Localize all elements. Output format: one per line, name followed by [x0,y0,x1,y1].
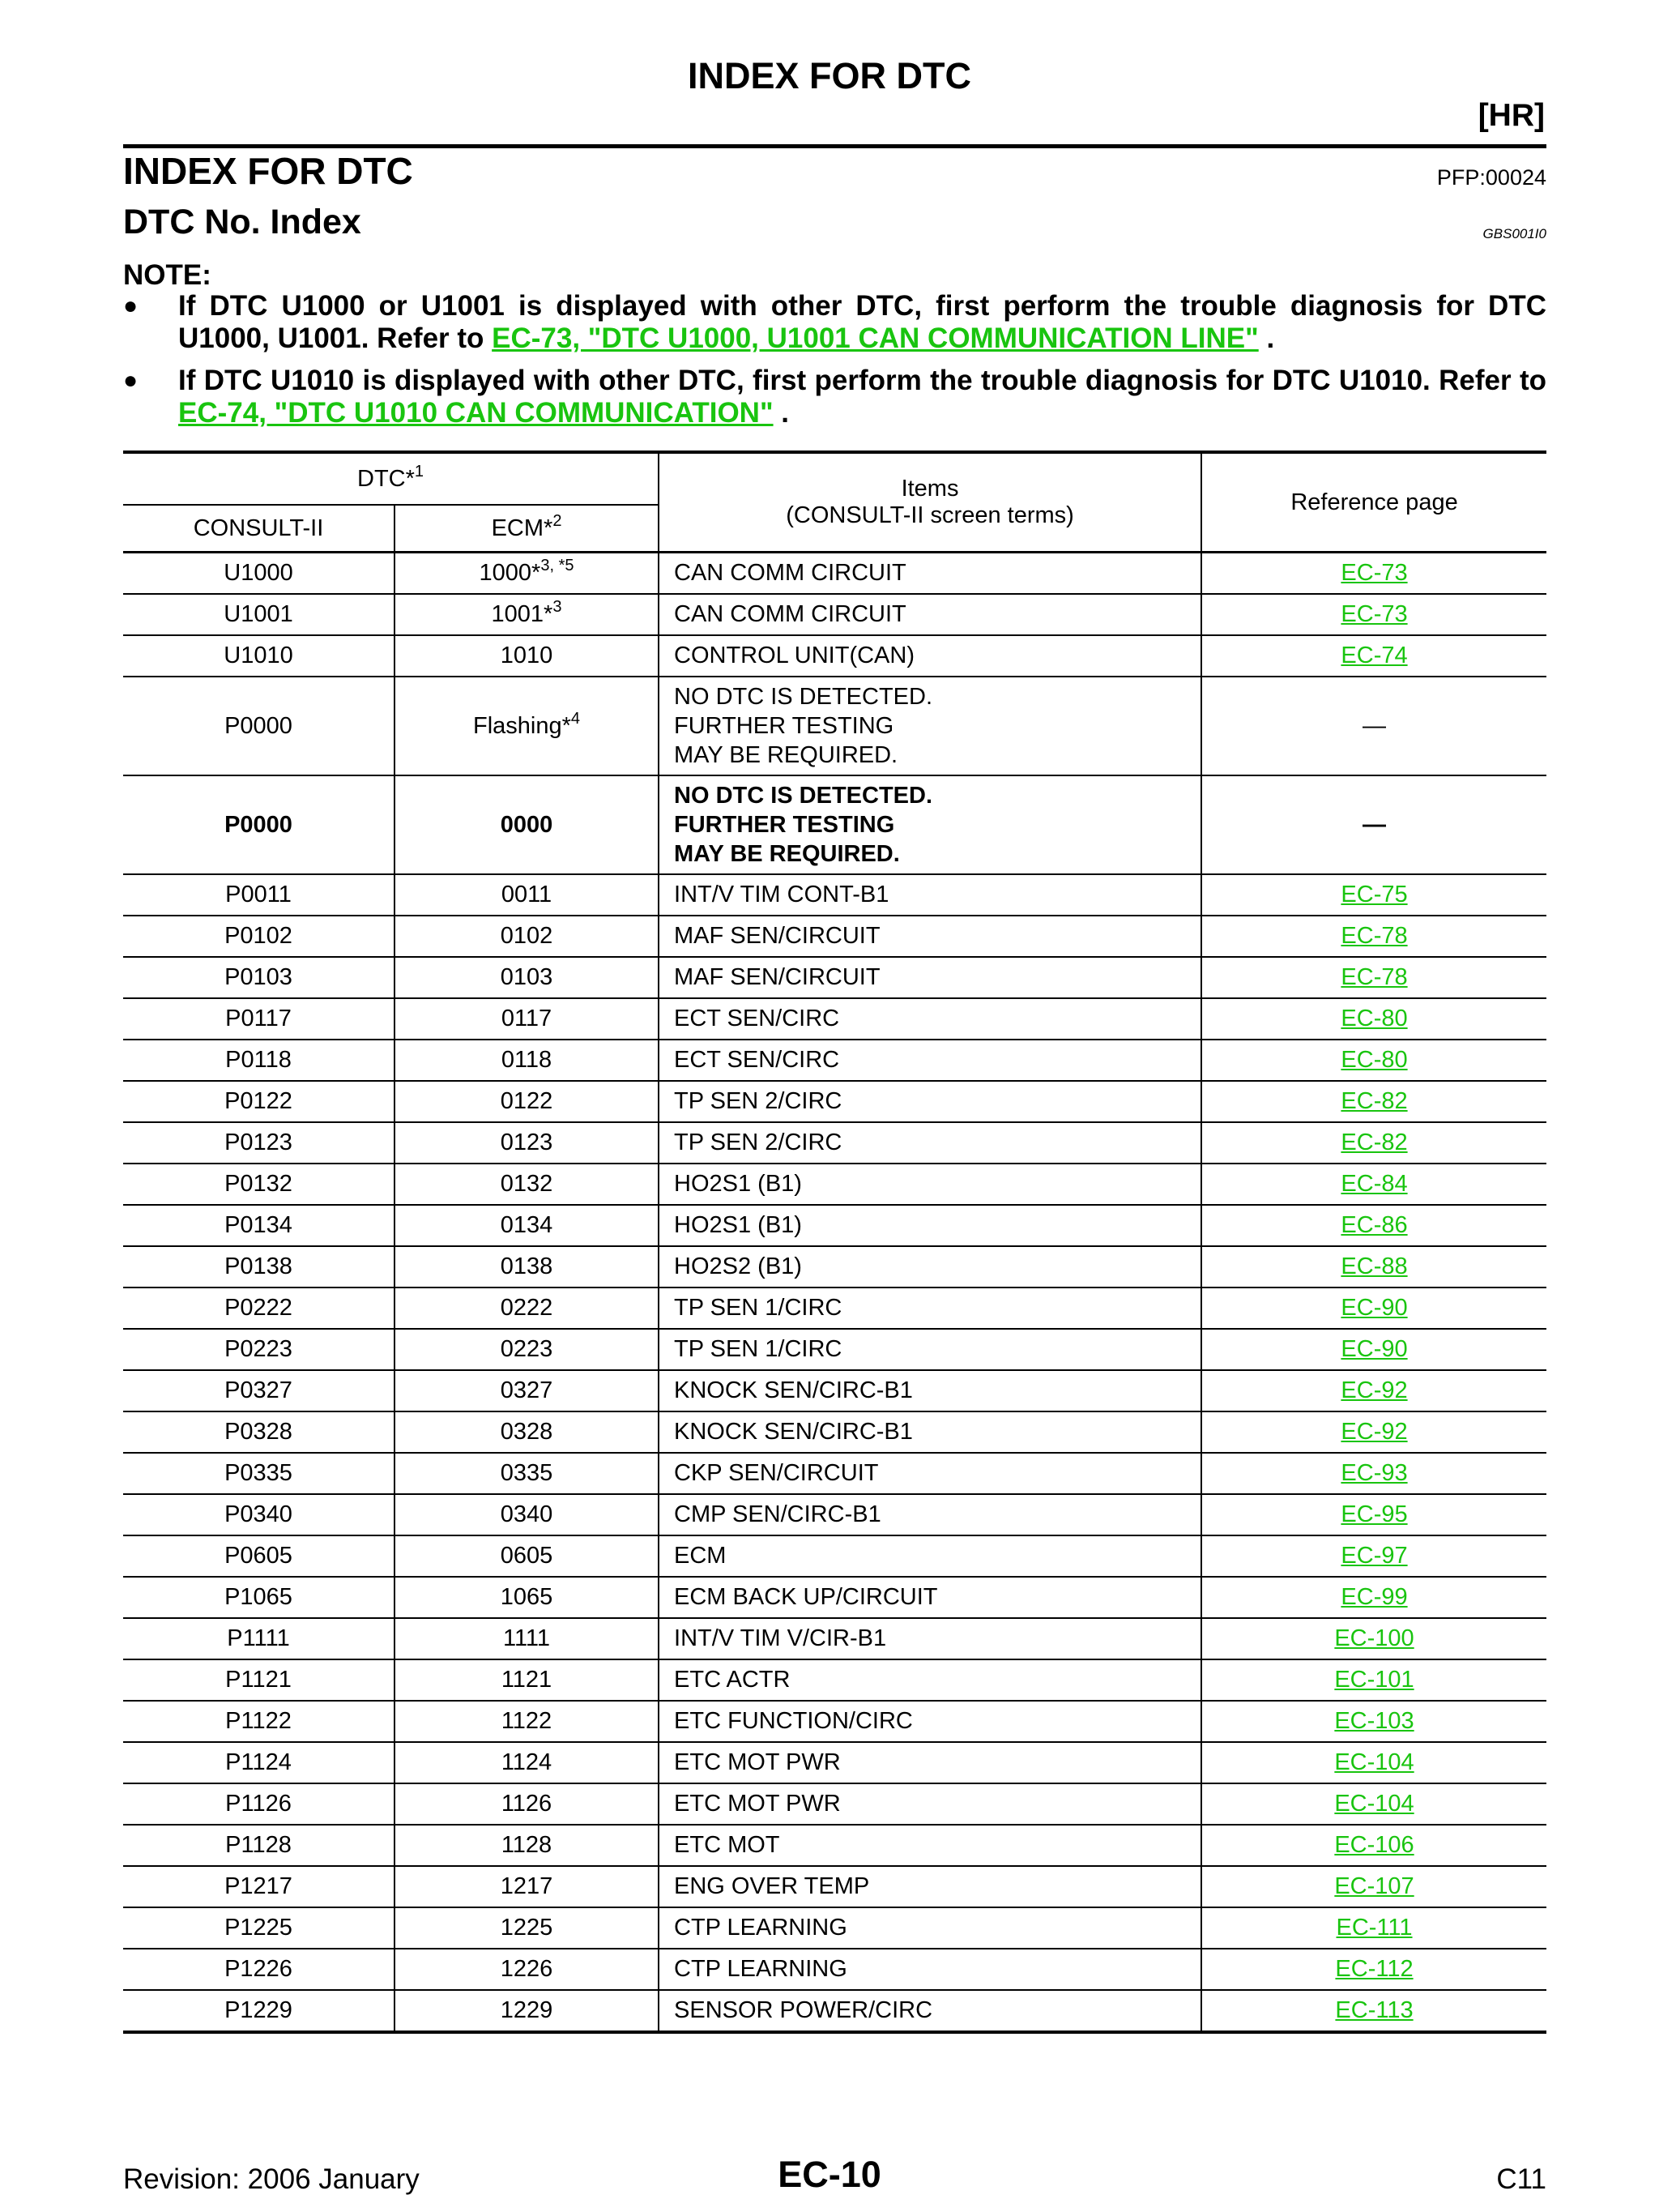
note-link[interactable]: EC-74, "DTC U1010 CAN COMMUNICATION" [178,397,774,429]
ecm-code: 1000*$^{3, *5}$ [394,553,659,595]
ecm-code: 1124 [394,1742,659,1783]
table-row [123,775,1546,874]
subsection-title: DTC No. Index [123,203,361,241]
table-row [123,1618,1546,1659]
item-description: MAF SEN/CIRCUIT [659,916,1201,957]
consult-code: U1001 [123,594,394,635]
consult-code: P0000 [123,775,394,874]
table-row [123,1370,1546,1411]
document-code: GBS001I0 [1482,226,1546,241]
reference-cell [1201,998,1546,1040]
ecm-code: Flashing*$^4$ [394,677,659,775]
ecm-code: 0118 [394,1040,659,1081]
item-description: ECT SEN/CIRC [659,998,1201,1040]
item-description: CTP LEARNING [659,1949,1201,1990]
reference-cell [1201,1246,1546,1287]
reference-link[interactable]: EC-90 [1341,1336,1408,1362]
item-description: CAN COMM CIRCUIT [659,553,1201,595]
ecm-code: 0103 [394,957,659,998]
table-row [123,1287,1546,1329]
ecm-code: 1001*$^3$ [394,594,659,635]
item-description: ECT SEN/CIRC [659,1040,1201,1081]
ecm-code: 1111 [394,1618,659,1659]
item-description: TP SEN 1/CIRC [659,1329,1201,1370]
dtc-header: DTC*$^1$ [123,452,659,505]
reference-link[interactable]: EC-80 [1341,1006,1408,1031]
ecm-code: 0123 [394,1122,659,1164]
item-description: HO2S1 (B1) [659,1164,1201,1205]
ecm-code: 0134 [394,1205,659,1246]
item-description: ECM BACK UP/CIRCUIT [659,1577,1201,1618]
reference-link[interactable]: EC-100 [1334,1625,1414,1651]
consult-code: P0327 [123,1370,394,1411]
note-end: . [773,397,790,429]
ecm-header: ECM*$^2$ [394,505,659,553]
ecm-code: 1121 [394,1659,659,1701]
table-row [123,1081,1546,1122]
consult-code: P0605 [123,1535,394,1577]
reference-link[interactable]: EC-101 [1334,1667,1414,1693]
consult-code: P0117 [123,998,394,1040]
note-text: If DTC U1000 or U1001 is displayed with other DTC, first perform the trouble diagnosis for DTC U1000, U1001. Refer to [178,290,1546,354]
consult-code: P0132 [123,1164,394,1205]
consult-code: P0000 [123,677,394,775]
reference-cell [1201,1949,1546,1990]
table-row [123,916,1546,957]
ecm-code: 0340 [394,1494,659,1535]
table-row [123,1494,1546,1535]
item-description: KNOCK SEN/CIRC-B1 [659,1411,1201,1453]
reference-link[interactable]: EC-73 [1341,601,1408,627]
reference-link[interactable]: EC-92 [1341,1377,1408,1403]
item-description: ETC MOT PWR [659,1783,1201,1825]
table-row [123,1949,1546,1990]
reference-cell [1201,1453,1546,1494]
item-description: ETC MOT [659,1825,1201,1866]
table-row [123,1659,1546,1701]
table-row [123,553,1546,595]
ecm-code: 1010 [394,635,659,677]
consult-code: P0102 [123,916,394,957]
item-description: ETC ACTR [659,1659,1201,1701]
reference-page: — [1201,775,1546,874]
item-description: CMP SEN/CIRC-B1 [659,1494,1201,1535]
consult-code: P0138 [123,1246,394,1287]
reference-cell [1201,1494,1546,1535]
footer-page-number: EC-10 [778,2154,881,2195]
reference-cell [1201,1329,1546,1370]
item-description: NO DTC IS DETECTED. FURTHER TESTING MAY BE REQUIRED. [659,677,1201,775]
table-row [123,1990,1546,2032]
reference-cell [1201,1411,1546,1453]
ecm-code: 1217 [394,1866,659,1907]
ecm-code: 0605 [394,1535,659,1577]
item-description: CKP SEN/CIRCUIT [659,1453,1201,1494]
ecm-code: 0223 [394,1329,659,1370]
table-row [123,677,1546,775]
footer-revision: Revision: 2006 January [123,2163,420,2195]
reference-link[interactable]: EC-112 [1335,1956,1414,1982]
reference-link[interactable]: EC-86 [1341,1212,1408,1238]
ecm-code: 0132 [394,1164,659,1205]
table-row [123,1329,1546,1370]
ecm-code: 0011 [394,874,659,916]
consult-code: P1217 [123,1866,394,1907]
consult-code: P1122 [123,1701,394,1742]
table-row [123,957,1546,998]
ecm-code: 0222 [394,1287,659,1329]
reference-cell [1201,1742,1546,1783]
reference-cell [1201,1990,1546,2032]
reference-cell [1201,1535,1546,1577]
reference-cell [1201,553,1546,595]
ecm-code: 0117 [394,998,659,1040]
table-row [123,1783,1546,1825]
reference-link[interactable]: EC-99 [1341,1584,1408,1610]
item-description: INT/V TIM V/CIR-B1 [659,1618,1201,1659]
note-end: . [1258,322,1275,354]
section-title: INDEX FOR DTC [123,150,413,192]
consult-code: P0011 [123,874,394,916]
consult-code: P1111 [123,1618,394,1659]
pfp-code: PFP:00024 [1436,165,1546,190]
table-row [123,1122,1546,1164]
table-row [123,1701,1546,1742]
item-description: TP SEN 1/CIRC [659,1287,1201,1329]
ecm-code: 0328 [394,1411,659,1453]
reference-page: — [1201,677,1546,775]
reference-link[interactable]: EC-107 [1334,1873,1414,1899]
table-row [123,1246,1546,1287]
item-description: KNOCK SEN/CIRC-B1 [659,1370,1201,1411]
reference-link[interactable]: EC-106 [1334,1832,1414,1858]
ecm-code: 0327 [394,1370,659,1411]
ecm-code: 1126 [394,1783,659,1825]
reference-cell [1201,1701,1546,1742]
item-description: NO DTC IS DETECTED. FURTHER TESTING MAY BE REQUIRED. [659,775,1201,874]
consult-header: CONSULT-II [123,505,394,553]
consult-code: P1121 [123,1659,394,1701]
note-item [123,365,1546,429]
reference-link[interactable]: EC-97 [1341,1543,1408,1569]
reference-link[interactable]: EC-78 [1341,923,1408,949]
table-row [123,1535,1546,1577]
consult-code: P1225 [123,1907,394,1949]
consult-code: P1065 [123,1577,394,1618]
item-description: HO2S2 (B1) [659,1246,1201,1287]
note-text: If DTC U1010 is displayed with other DTC, first perform the trouble diagnosis for DTC U1010. Refer to [178,365,1546,396]
item-description: SENSOR POWER/CIRC [659,1990,1201,2032]
table-row [123,1205,1546,1246]
reference-cell [1201,874,1546,916]
table-row [123,1825,1546,1866]
consult-code: P0222 [123,1287,394,1329]
footer-code: C11 [1496,2163,1546,2195]
table-row [123,594,1546,635]
reference-cell [1201,916,1546,957]
table-row [123,1742,1546,1783]
reference-cell [1201,1659,1546,1701]
item-description: ETC MOT PWR [659,1742,1201,1783]
ecm-code: 1122 [394,1701,659,1742]
reference-cell [1201,594,1546,635]
reference-cell [1201,1866,1546,1907]
item-description: ECM [659,1535,1201,1577]
item-description: CAN COMM CIRCUIT [659,594,1201,635]
bullet-icon: ● [123,367,139,394]
table-row [123,1040,1546,1081]
consult-code: P0118 [123,1040,394,1081]
item-description: HO2S1 (B1) [659,1205,1201,1246]
item-description: INT/V TIM CONT-B1 [659,874,1201,916]
reference-cell [1201,635,1546,677]
item-description: CONTROL UNIT(CAN) [659,635,1201,677]
item-description: ETC FUNCTION/CIRC [659,1701,1201,1742]
consult-code: P1124 [123,1742,394,1783]
reference-cell [1201,1081,1546,1122]
page-header-title: INDEX FOR DTC [687,55,971,96]
consult-code: U1010 [123,635,394,677]
dtc-index-table [123,451,1546,2034]
table-row [123,635,1546,677]
header-rule [123,144,1546,148]
items-header: Items (CONSULT-II screen terms) [659,452,1201,553]
ecm-code: 0000 [394,775,659,874]
consult-code: P0335 [123,1453,394,1494]
note-item [123,290,1546,355]
ecm-code: 1128 [394,1825,659,1866]
reference-cell [1201,1040,1546,1081]
item-description: TP SEN 2/CIRC [659,1081,1201,1122]
ecm-code: 0102 [394,916,659,957]
reference-link[interactable]: EC-113 [1335,1997,1414,2023]
model-tag: [HR] [1478,98,1545,133]
ecm-code: 1229 [394,1990,659,2032]
reference-link[interactable]: EC-82 [1341,1088,1408,1114]
note-list [123,290,1546,439]
consult-code: P0223 [123,1329,394,1370]
item-description: TP SEN 2/CIRC [659,1122,1201,1164]
reference-link[interactable]: EC-88 [1341,1253,1408,1279]
consult-code: P0328 [123,1411,394,1453]
reference-link[interactable]: EC-75 [1341,882,1408,907]
table-row [123,1411,1546,1453]
reference-link[interactable]: EC-90 [1341,1295,1408,1321]
reference-cell [1201,1122,1546,1164]
reference-link[interactable]: EC-82 [1341,1129,1408,1155]
note-label: NOTE: [123,259,211,291]
table-row [123,1866,1546,1907]
reference-cell [1201,1618,1546,1659]
bullet-icon: ● [123,293,139,319]
table-row [123,1577,1546,1618]
reference-link[interactable]: EC-93 [1341,1460,1408,1486]
reference-cell [1201,1907,1546,1949]
reference-link[interactable]: EC-84 [1341,1171,1408,1197]
consult-code: U1000 [123,553,394,595]
table-row [123,1453,1546,1494]
reference-link[interactable]: EC-95 [1341,1501,1408,1527]
reference-header: Reference page [1201,452,1546,553]
reference-link[interactable]: EC-78 [1341,964,1408,990]
footnote-marker: 3 [552,598,562,616]
reference-link[interactable]: EC-80 [1341,1047,1408,1073]
item-description: MAF SEN/CIRCUIT [659,957,1201,998]
footnote-marker: 4 [570,709,581,728]
reference-cell [1201,957,1546,998]
consult-code: P0340 [123,1494,394,1535]
reference-link[interactable]: EC-103 [1334,1708,1414,1734]
item-description: CTP LEARNING [659,1907,1201,1949]
reference-link[interactable]: EC-104 [1334,1791,1414,1817]
reference-cell [1201,1287,1546,1329]
ecm-code: 1226 [394,1949,659,1990]
consult-code: P0122 [123,1081,394,1122]
reference-cell [1201,1825,1546,1866]
consult-code: P1229 [123,1990,394,2032]
reference-link[interactable]: EC-73 [1341,560,1408,586]
reference-link[interactable]: EC-74 [1341,643,1408,668]
ecm-code: 0138 [394,1246,659,1287]
reference-cell [1201,1577,1546,1618]
table-row [123,1164,1546,1205]
reference-link[interactable]: EC-104 [1334,1749,1414,1775]
table-row [123,1907,1546,1949]
reference-cell [1201,1370,1546,1411]
item-description: ENG OVER TEMP [659,1866,1201,1907]
table-row [123,998,1546,1040]
ecm-code: 0335 [394,1453,659,1494]
ecm-code: 0122 [394,1081,659,1122]
consult-code: P1226 [123,1949,394,1990]
consult-code: P1128 [123,1825,394,1866]
consult-code: P0134 [123,1205,394,1246]
consult-code: P0103 [123,957,394,998]
ecm-code: 1225 [394,1907,659,1949]
note-link[interactable]: EC-73, "DTC U1000, U1001 CAN COMMUNICATION LINE" [492,322,1259,354]
dtc-table-body [123,553,1546,2033]
reference-link[interactable]: EC-111 [1336,1915,1413,1941]
reference-cell [1201,1205,1546,1246]
reference-cell [1201,1783,1546,1825]
ecm-code: 1065 [394,1577,659,1618]
consult-code: P1126 [123,1783,394,1825]
table-row [123,874,1546,916]
reference-cell [1201,1164,1546,1205]
reference-link[interactable]: EC-92 [1341,1419,1408,1445]
footnote-marker: 3, *5 [540,557,574,574]
consult-code: P0123 [123,1122,394,1164]
